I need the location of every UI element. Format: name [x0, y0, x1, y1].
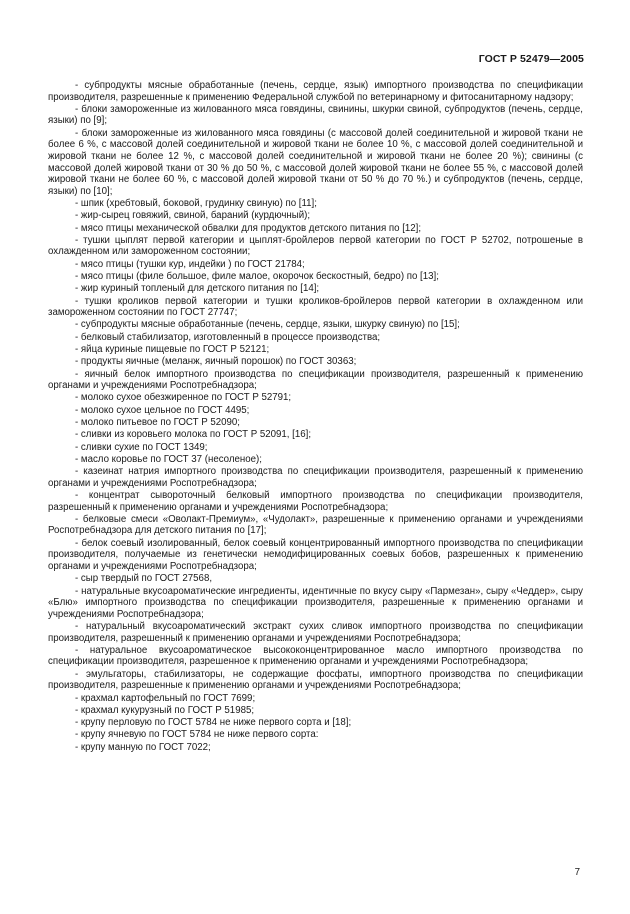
list-item: - блоки замороженные из жилованного мяса говядины, свинины, шкурки свиной, субпродуктов (печень, сердце, языки) по [9];: [48, 103, 583, 127]
list-item: - сыр твердый по ГОСТ 27568,: [75, 573, 213, 585]
list-item: - яйца куриные пищевые по ГОСТ Р 52121;: [75, 344, 270, 355]
list-item: - крупу перловую по ГОСТ 5784 не ниже первого сорта и [18];: [75, 717, 352, 729]
list-item: - яичный белок импортного производства по спецификации производителя, разрешенный к применению органами и учреждениями Роспотребнадзора;: [48, 368, 583, 392]
list-item: - молоко питьевое по ГОСТ Р 52090;: [75, 417, 240, 428]
list-item: - крупу манную по ГОСТ 7022;: [75, 741, 211, 753]
list-item: - молоко сухое цельное по ГОСТ 4495;: [75, 404, 250, 416]
list-item: - натуральные вкусоароматические ингредиенты, идентичные по вкусу сыру «Пармезан», сыру «Чеддер», сыру «Блю» импортного производства по спецификации производителя, разрешенные к применению органами и учреждениями Роспотребнадзора;: [48, 585, 583, 620]
list-item: - жир-сырец говяжий, свиной, бараний (курдючный);: [75, 210, 311, 222]
list-item: - сливки из коровьего молока по ГОСТ Р 52091, [16];: [75, 429, 312, 441]
list-item: - мясо птицы (филе большое, филе малое, окорочок бескостный, бедро) по [13];: [75, 271, 439, 282]
list-item: - тушки кроликов первой категории и тушки кроликов-бройлеров первой категории в охлажденном или замороженном состоянии по ГОСТ 27747;: [48, 295, 583, 319]
list-item: - субпродукты мясные обработанные (печень, сердце, языки, шкурку свиную) по [15];: [75, 319, 460, 331]
list-item: - блоки замороженные из жилованного мяса говядины (с массовой долей соединительной и жировой ткани не более 6 %, с массовой долей соединительной и жировой ткани не более 10 %, с массовой долей соединительной и жировой ткани не более 12 %, с массовой долей соединительной и жировой ткани не более 20 %); свинины (с массовой долей жировой ткани от 30 % до 50 %, с массовой долей жировой ткани не более 55 %, с массовой долей жировой ткани не более 60 %, с массовой долей жировой ткани от 50 % до 70 %.) и субпродуктов (печень, сердце, языки) по [10];: [48, 127, 583, 197]
list-item: - концентрат сывороточный белковый импортного производства по спецификации производителя, разрешенный к применению органами и учреждениями Роспотребнадзора;: [48, 490, 583, 513]
list-item: - субпродукты мясные обработанные (печень, сердце, язык) импортного производства по спецификации производителя, разрешенные к применению Федеральной службой по ветеринарному и фитосанитарному надзору;: [48, 80, 583, 103]
list-item: - крахмал кукурузный по ГОСТ Р 51985;: [75, 704, 255, 716]
list-item: - жир куриный топленый для детского питания по [14];: [75, 283, 320, 295]
list-item: - крупу ячневую по ГОСТ 5784 не ниже первого сорта:: [75, 729, 319, 741]
list-item: - тушки цыплят первой категории и цыплят-бройлеров первой категории по ГОСТ Р 52702, потрошеные в охлажденном или замороженном состоянии;: [48, 234, 583, 258]
list-item: - белковые смеси «Оволакт-Премиум», «Чудолакт», разрешенные к применению органами и учреждениями Роспотребнадзора для детского питания по [17];: [48, 513, 583, 537]
standard-header: ГОСТ Р 52479—2005: [478, 53, 584, 65]
list-item: - казеинат натрия импортного производства по спецификации производителя, разрешенный к применению органами и учреждениями Роспотребнадзора;: [48, 466, 583, 489]
list-item: - масло коровье по ГОСТ 37 (несоленое);: [75, 453, 262, 465]
ingredient-list: [48, 80, 583, 754]
list-item: - мясо птицы (тушки кур, индейки ) по ГОСТ 21784;: [75, 258, 305, 270]
list-item: - продукты яичные (меланж, яичный порошок) по ГОСТ 30363;: [75, 356, 357, 368]
list-item: - мясо птицы механической обвалки для продуктов детского питания по [12];: [75, 222, 422, 234]
list-item: - молоко сухое обезжиренное по ГОСТ Р 52791;: [75, 392, 292, 404]
list-item: - натуральное вкусоароматическое высококонцентрированное масло импортного производства по спецификации производителя, разрешенное к применению органами и учреждениями Роспотребнадзора;: [48, 644, 583, 668]
page-number: 7: [574, 867, 580, 878]
list-item: - натуральный вкусоароматический экстракт сухих сливок импортного производства по спецификации производителя, разрешенный к применению органами и учреждениями Роспотребнадзора;: [48, 620, 583, 644]
list-item: - шпик (хребтовый, боковой, грудинку свиную) по [11];: [75, 198, 317, 209]
list-item: - белок соевый изолированный, белок соевый концентрированный импортного производства по спецификации производителя, получаемые из генетически немодифицированных соевых бобов, разрешенных к применению органами и учреждениями Роспотребнадзора;: [48, 537, 583, 572]
list-item: - белковый стабилизатор, изготовленный в процессе производства;: [75, 331, 381, 343]
list-item: - эмульгаторы, стабилизаторы, не содержащие фосфаты, импортного производства по спецификации производителя, разрешенные к применению органами и учреждениями Роспотребнадзора;: [48, 668, 583, 692]
list-item: - крахмал картофельный по ГОСТ 7699;: [75, 692, 256, 704]
list-item: - сливки сухие по ГОСТ 1349;: [75, 441, 208, 453]
